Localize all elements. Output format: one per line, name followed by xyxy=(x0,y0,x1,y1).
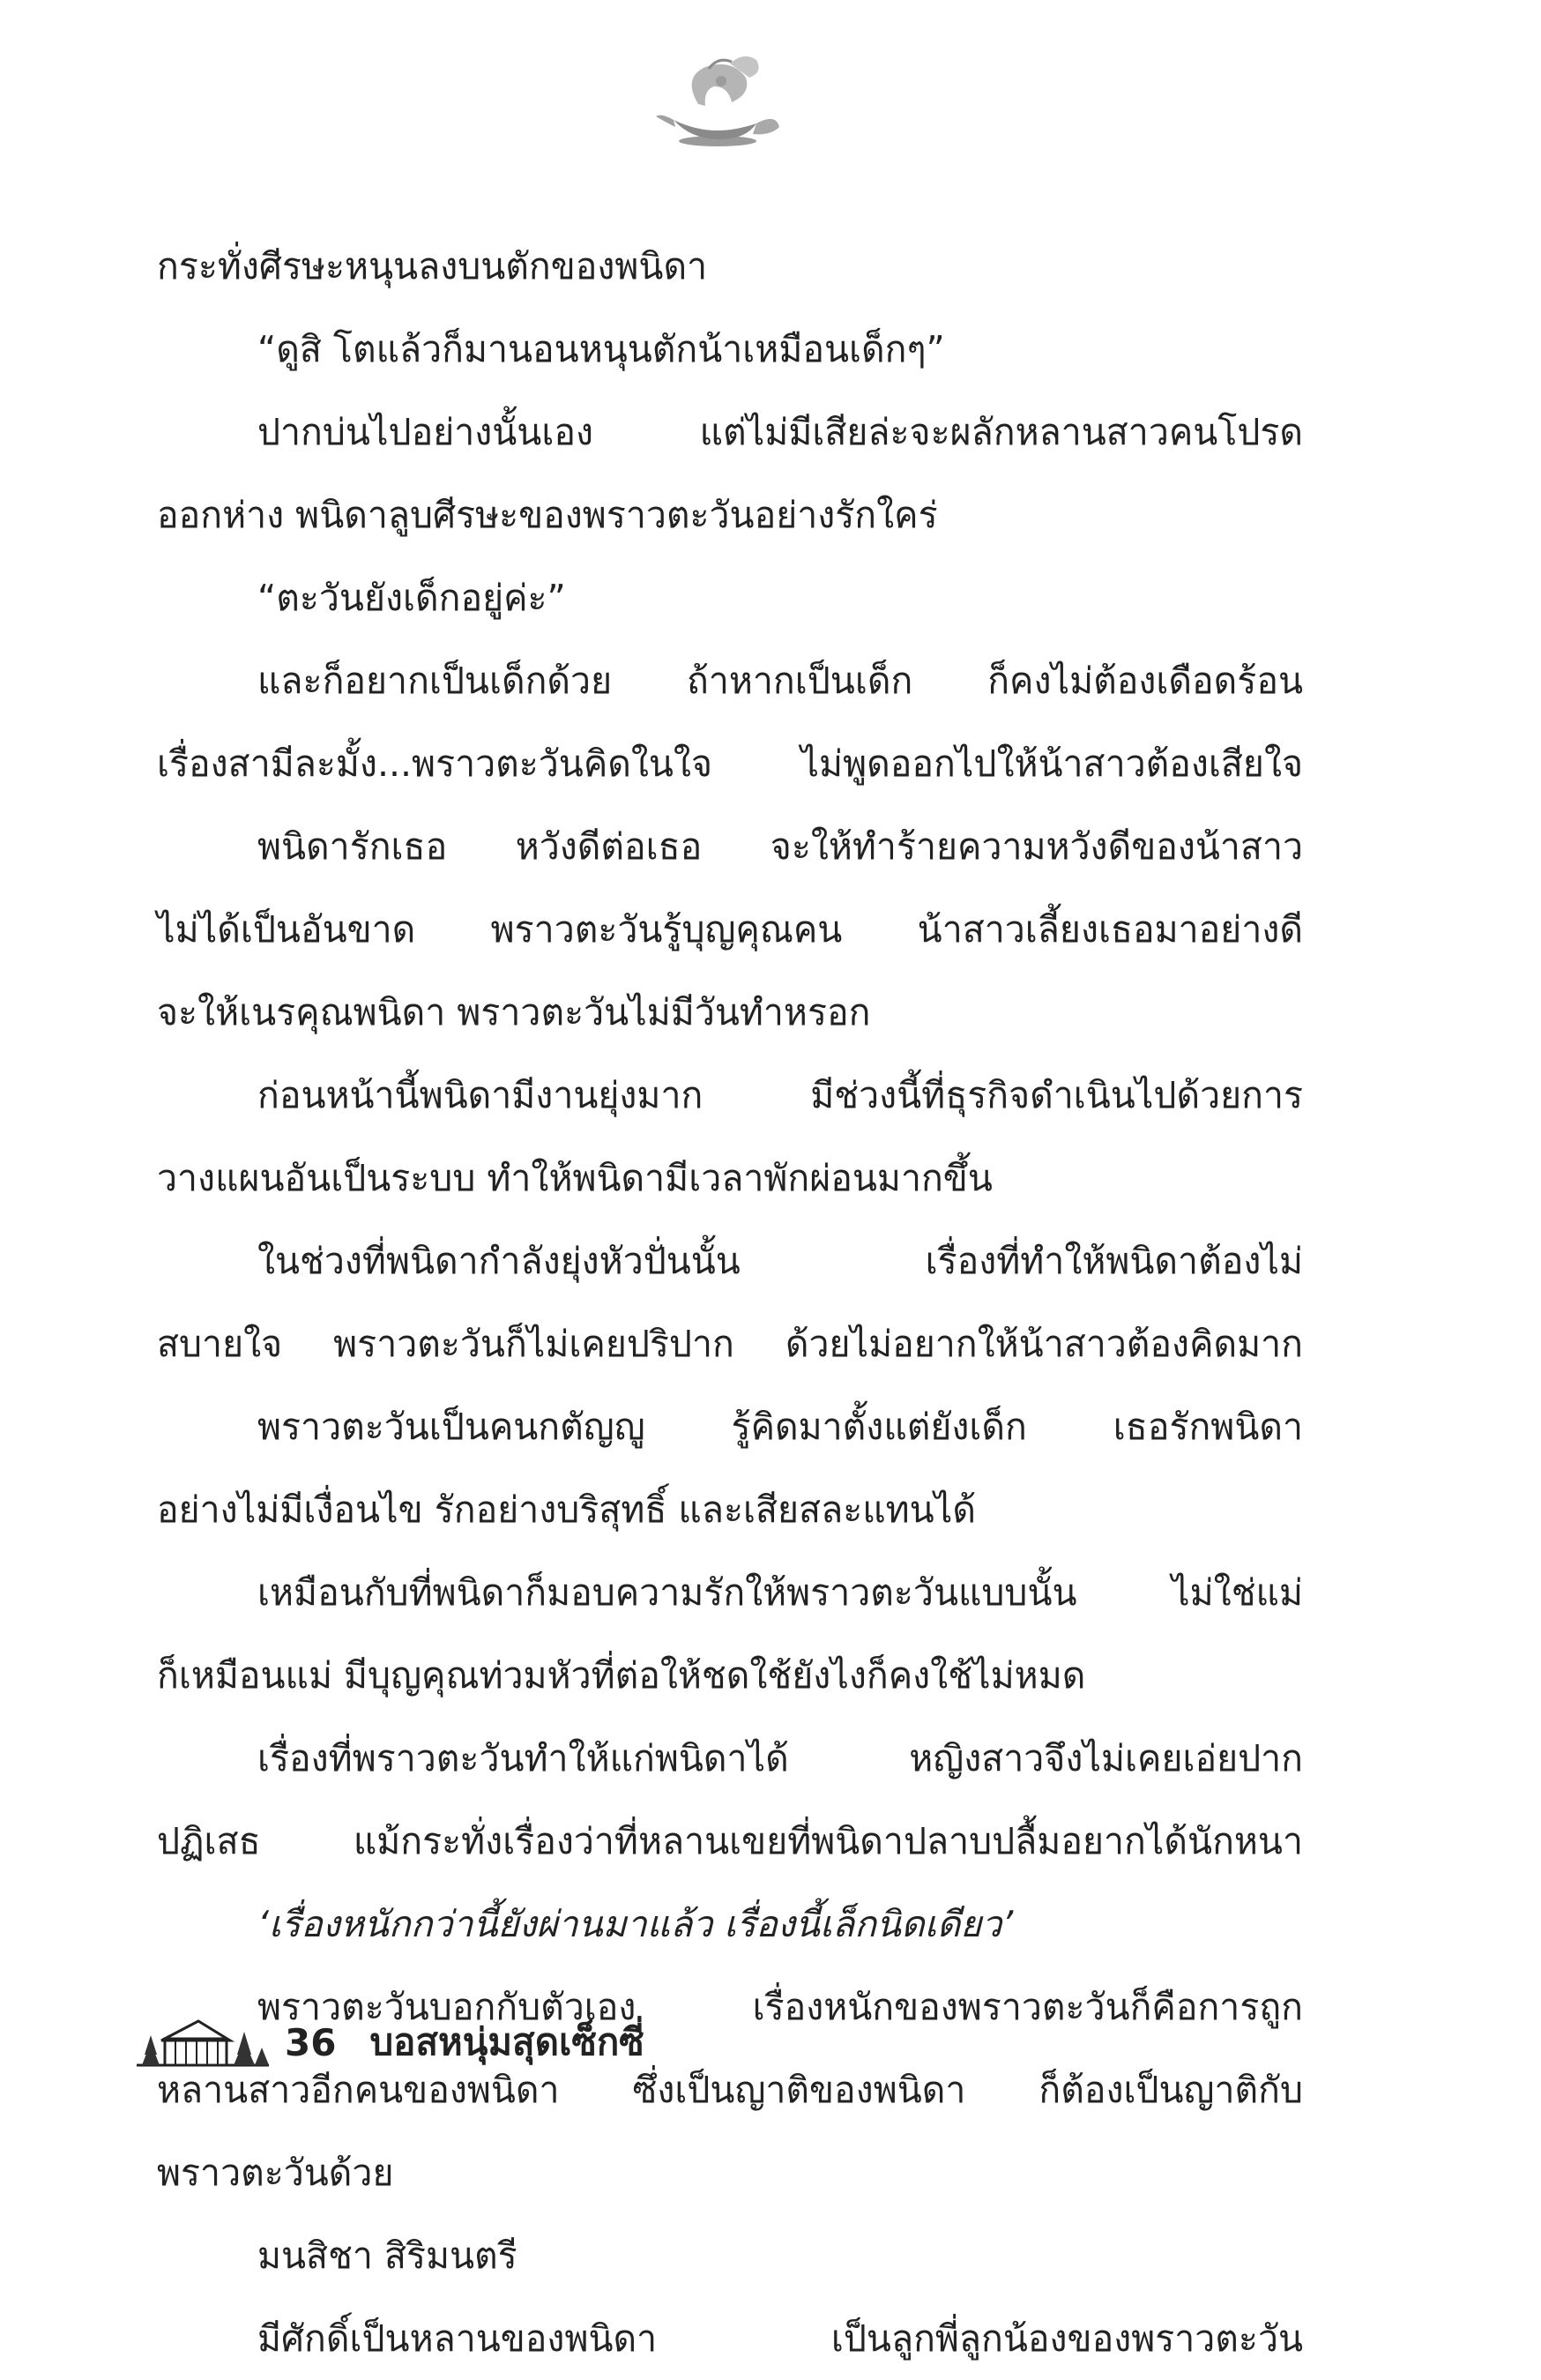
genie-lamp-icon xyxy=(647,51,788,157)
text-line: เรื่องที่พราวตะวันทำให้แก่พนิดาได้ หญิงสาวจึงไม่เคยเอ่ยปาก xyxy=(257,1737,1303,1779)
house-trees-icon xyxy=(137,2016,269,2069)
text-line: พนิดารักเธอ หวังดีต่อเธอ จะให้ทำร้ายความหวังดีของน้าสาว xyxy=(257,825,1303,868)
text-line: เหมือนกับที่พนิดาก็มอบความรักให้พราวตะวันแบบนั้น ไม่ใช่แม่ xyxy=(257,1571,1303,1614)
text-line: จะให้เนรคุณพนิดา พราวตะวันไม่มีวันทำหรอก xyxy=(157,991,871,1033)
text-line: พราวตะวันบอกกับตัวเอง เรื่องหนักของพราวตะวันก็คือการถูก xyxy=(257,1986,1303,2028)
text-line: ปากบ่นไปอย่างนั้นเอง แต่ไม่มีเสียล่ะจะผลักหลานสาวคนโปรด xyxy=(257,411,1303,453)
text-line: เรื่องสามีละมั้ง...พราวตะวันคิดในใจ ไม่พูดออกไปให้น้าสาวต้องเสียใจ xyxy=(157,742,1303,785)
page-footer xyxy=(137,2016,644,2069)
text-line: วางแผนอันเป็นระบบ ทำให้พนิดามีเวลาพักผ่อนมากขึ้น xyxy=(157,1157,993,1199)
text-line: ‘เรื่องหนักกว่านี้ยังผ่านมาแล้ว เรื่องนี้เล็กนิดเดียว’ xyxy=(257,1903,1014,1945)
page-number: 36 xyxy=(285,2020,337,2064)
text-line: “ดูสิ โตแล้วก็มานอนหนุนตักน้าเหมือนเด็กๆ” xyxy=(257,328,945,370)
text-line: มีศักดิ์เป็นหลานของพนิดา เป็นลูกพี่ลูกน้องของพราวตะวัน xyxy=(257,2317,1303,2360)
text-line: หลานสาวอีกคนของพนิดา ซึ่งเป็นญาติของพนิดา ก็ต้องเป็นญาติกับ xyxy=(157,2069,1303,2111)
text-line: พราวตะวันเป็นคนกตัญญู รู้คิดมาตั้งแต่ยังเด็ก เธอรักพนิดา xyxy=(257,1406,1303,1448)
book-title: บอสหนุ่มสุดเซ็กซี่ xyxy=(369,2020,644,2063)
text-line: พราวตะวันด้วย xyxy=(157,2152,394,2194)
text-line: ออกห่าง พนิดาลูบศีรษะของพราวตะวันอย่างรักใคร่ xyxy=(157,494,938,536)
text-line: กระทั่งศีรษะหนุนลงบนตักของพนิดา xyxy=(157,245,708,287)
text-line: อย่างไม่มีเงื่อนไข รักอย่างบริสุทธิ์ และเสียสละแทนได้ xyxy=(157,1488,976,1531)
text-line: ในช่วงที่พนิดากำลังยุ่งหัวปั่นนั้น เรื่องที่ทำให้พนิดาต้องไม่ xyxy=(257,1240,1303,1282)
text-line: ไม่ได้เป็นอันขาด พราวตะวันรู้บุญคุณคน น้าสาวเลี้ยงเธอมาอย่างดี xyxy=(157,908,1303,951)
text-line: และก็อยากเป็นเด็กด้วย ถ้าหากเป็นเด็ก ก็คงไม่ต้องเดือดร้อน xyxy=(257,660,1303,702)
text-line: มนสิชา สิริมนตรี xyxy=(257,2235,517,2277)
text-line: ก่อนหน้านี้พนิดามีงานยุ่งมาก มีช่วงนี้ที่ธุรกิจดำเนินไปด้วยการ xyxy=(257,1074,1303,1116)
text-line: ปฏิเสธ แม้กระทั่งเรื่องว่าที่หลานเขยที่พนิดาปลาบปลื้มอยากได้นักหนา xyxy=(157,1820,1303,1862)
text-line: ก็เหมือนแม่ มีบุญคุณท่วมหัวที่ต่อให้ชดใช้ยังไงก็คงใช้ไม่หมด xyxy=(157,1654,1086,1697)
text-line: “ตะวันยังเด็กอยู่ค่ะ” xyxy=(257,577,566,619)
text-line: สบายใจ พราวตะวันก็ไม่เคยปริปาก ด้วยไม่อยากให้น้าสาวต้องคิดมาก xyxy=(157,1323,1303,1365)
